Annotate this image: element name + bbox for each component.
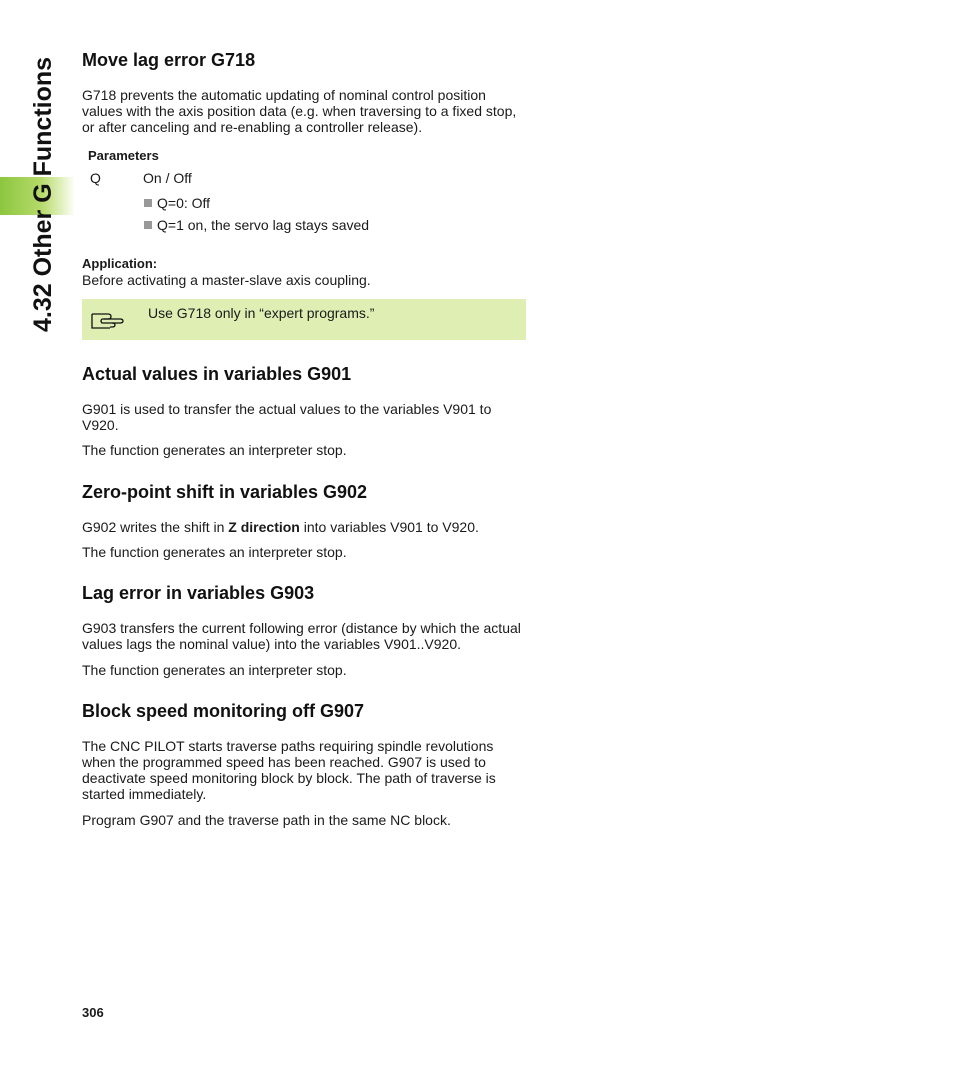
heading-g718: Move lag error G718 — [82, 50, 256, 70]
z-direction-emphasis: Z direction — [228, 519, 300, 535]
chapter-title: 4.32 Other G Functions — [29, 56, 57, 332]
page-number: 306 — [82, 1005, 104, 1020]
pointing-hand-icon — [90, 307, 126, 336]
g718-intro: G718 prevents the automatic updating of nominal control position values with the axis position data (e.g. when traversing to a fixed stop, or after canceling and re-enabling a controller release). — [82, 87, 517, 135]
g901-paragraph: G901 is used to transfer the actual values to the variables V901 to V920. — [82, 401, 492, 433]
param-name: Q — [90, 170, 101, 186]
param-desc: On / Off — [143, 170, 192, 186]
application-text: Before activating a master-slave axis coupling. — [82, 272, 371, 288]
g907-paragraph: Program G907 and the traverse path in the same NC block. — [82, 812, 451, 828]
g902-paragraph: The function generates an interpreter stop. — [82, 544, 347, 560]
heading-g901: Actual values in variables G901 — [82, 364, 352, 384]
g901-paragraph: The function generates an interpreter stop. — [82, 442, 347, 458]
application-label: Application: — [82, 256, 158, 271]
g903-paragraph: The function generates an interpreter stop. — [82, 662, 347, 678]
g902-paragraph: G902 writes the shift in Z direction into variables V901 to V920. — [82, 519, 479, 535]
g907-paragraph: The CNC PILOT starts traverse paths requiring spindle revolutions when the programmed speed has been reached. G907 is used to deactivate speed monitoring block by block. The path of traverse is started immediately. — [82, 738, 496, 802]
option-item: Q=1 on, the servo lag stays saved — [144, 217, 369, 233]
option-item: Q=0: Off — [144, 195, 210, 211]
heading-g903: Lag error in variables G903 — [82, 583, 315, 603]
note-text: Use G718 only in “expert programs.” — [148, 305, 375, 321]
bullet-square-icon — [144, 199, 152, 207]
note-box — [82, 299, 526, 340]
parameters-label: Parameters — [88, 148, 159, 163]
heading-g907: Block speed monitoring off G907 — [82, 701, 365, 721]
heading-g902: Zero-point shift in variables G902 — [82, 482, 368, 502]
g903-paragraph: G903 transfers the current following error (distance by which the actual values lags the nominal value) into the variables V901..V920. — [82, 620, 521, 652]
bullet-square-icon — [144, 221, 152, 229]
